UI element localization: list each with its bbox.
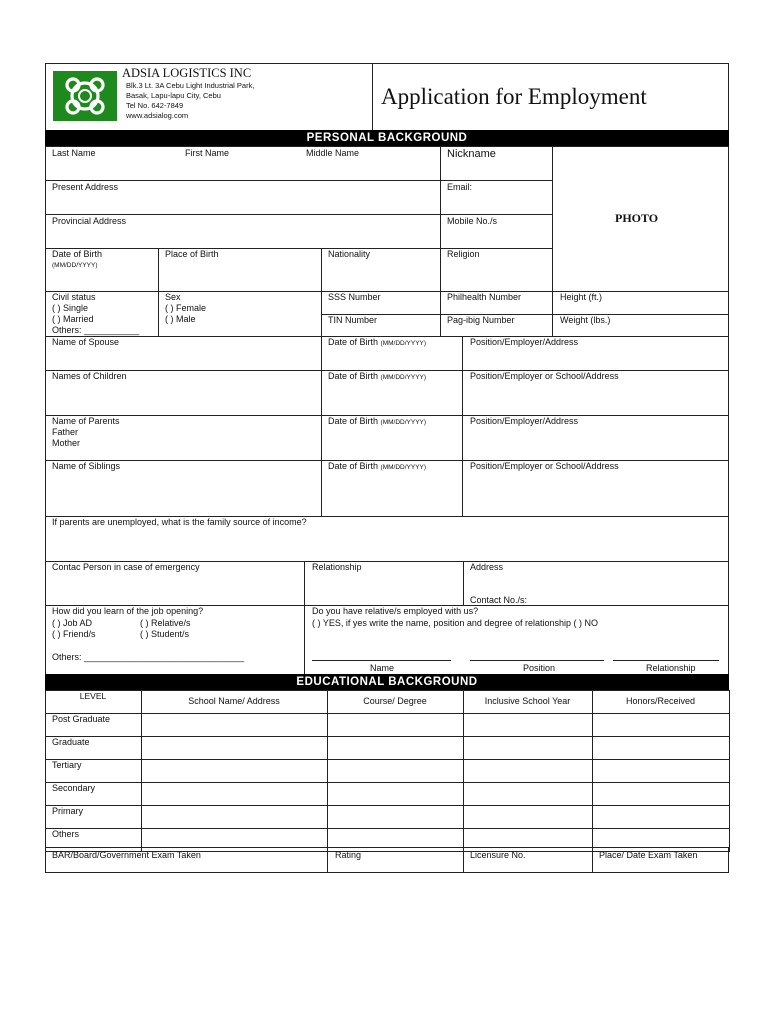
relatives-yes-no-options[interactable]: ( ) YES, if yes write the name, position and degree of relationship ( ) NO (312, 618, 598, 628)
edu-input-cell-honors[interactable] (592, 713, 730, 737)
form-title: Application for Employment (381, 84, 647, 109)
edu-input-cell-school[interactable] (141, 736, 328, 760)
dob-text: Date of Birth (328, 416, 379, 426)
relatives-employed-question: Do you have relative/s employed with us? (312, 606, 479, 616)
name-field[interactable] (45, 146, 441, 181)
job-ad-option[interactable]: ( ) Job AD (52, 618, 93, 628)
present-address-label: Present Address (52, 182, 119, 192)
exam-taken-label: BAR/Board/Government Exam Taken (52, 850, 201, 860)
married-option[interactable]: ( ) Married (52, 314, 94, 324)
children-dob-label (328, 371, 426, 383)
single-option[interactable]: ( ) Single (52, 303, 89, 313)
edu-input-cell-course[interactable] (327, 736, 464, 760)
dob-format: (MM/DD/YYYY) (52, 262, 98, 269)
job-opening-others[interactable]: Others: ________________________________ (52, 652, 245, 662)
licensure-label: Licensure No. (470, 850, 526, 860)
edu-level-label: Tertiary (52, 760, 82, 770)
emergency-address-label: Address (470, 562, 504, 572)
relative-name-caption: Name (370, 663, 395, 673)
dob-label: Date of Birth (52, 249, 103, 259)
place-of-birth-label: Place of Birth (165, 249, 219, 259)
civil-status-others[interactable]: Others: ___________ (52, 325, 140, 335)
parents-dob-label (328, 416, 426, 428)
edu-input-cell-course[interactable] (327, 759, 464, 783)
edu-header-year: Inclusive School Year (484, 696, 571, 706)
educational-background-heading: EDUCATIONAL BACKGROUND (45, 674, 729, 690)
religion-label: Religion (447, 249, 480, 259)
provincial-address-label: Provincial Address (52, 216, 127, 226)
dob-format-text: (MM/DD/YYYY) (380, 419, 427, 426)
last-name-label: Last Name (52, 148, 96, 158)
job-opening-question: How did you learn of the job opening? (52, 606, 204, 616)
edu-level-label: Others (52, 829, 80, 839)
sex-label: Sex (165, 292, 181, 302)
relative-name-line[interactable] (312, 660, 451, 661)
male-option[interactable]: ( ) Male (165, 314, 196, 324)
edu-header-level: LEVEL (79, 691, 107, 701)
children-label: Names of Children (52, 371, 127, 381)
nationality-label: Nationality (328, 249, 371, 259)
siblings-label: Name of Siblings (52, 461, 121, 471)
employment-application-form (45, 63, 729, 873)
edu-input-cell-course[interactable] (327, 713, 464, 737)
relative-relationship-line[interactable] (613, 660, 719, 661)
edu-header-honors: Honors/Received (625, 696, 696, 706)
edu-input-cell-year[interactable] (463, 782, 593, 806)
relative-relationship-caption: Relationship (646, 663, 696, 673)
edu-level-label: Secondary (52, 783, 96, 793)
spouse-position-label: Position/Employer/Address (470, 337, 579, 347)
exam-place-date-label: Place/ Date Exam Taken (599, 850, 698, 860)
company-address-line2: Basak, Lapu-lapu City, Cebu (126, 91, 221, 100)
weight-label: Weight (lbs.) (560, 315, 611, 325)
edu-input-cell-year[interactable] (463, 759, 593, 783)
dob-format-text: (MM/DD/YYYY) (380, 464, 427, 471)
civil-status-label: Civil status (52, 292, 96, 302)
sss-label: SSS Number (328, 292, 381, 302)
dob-text: Date of Birth (328, 371, 379, 381)
company-logo (53, 71, 117, 121)
contact-no-label: Contact No./s: (470, 595, 528, 605)
edu-input-cell-year[interactable] (463, 736, 593, 760)
edu-input-cell-honors[interactable] (592, 828, 730, 852)
height-label: Height (ft.) (560, 292, 603, 302)
edu-input-cell-honors[interactable] (592, 759, 730, 783)
dob-format-text: (MM/DD/YYYY) (380, 374, 427, 381)
edu-input-cell-year[interactable] (463, 805, 593, 829)
mobile-label: Mobile No./s (447, 216, 498, 226)
mother-label: Mother (52, 438, 81, 448)
nickname-label: Nickname (447, 148, 496, 160)
edu-input-cell-honors[interactable] (592, 736, 730, 760)
relatives-option[interactable]: ( ) Relative/s (140, 618, 191, 628)
relationship-label: Relationship (312, 562, 362, 572)
edu-input-cell-course[interactable] (327, 782, 464, 806)
edu-input-cell-school[interactable] (141, 782, 328, 806)
relative-position-caption: Position (523, 663, 556, 673)
philhealth-label: Philhealth Number (447, 292, 522, 302)
parents-position-label: Position/Employer/Address (470, 416, 579, 426)
edu-level-label: Graduate (52, 737, 90, 747)
personal-background-heading: PERSONAL BACKGROUND (45, 130, 729, 146)
company-tel: Tel No. 642-7849 (126, 101, 184, 110)
exam-rating-label: Rating (335, 850, 362, 860)
parents-label: Name of Parents (52, 416, 120, 426)
edu-header-school: School Name/ Address (188, 696, 280, 706)
edu-input-cell-school[interactable] (141, 713, 328, 737)
spouse-dob-label (328, 337, 426, 349)
edu-input-cell-school[interactable] (141, 759, 328, 783)
edu-header-course: Course/ Degree (363, 696, 427, 706)
edu-level-label: Post Graduate (52, 714, 111, 724)
emergency-contact-label: Contac Person in case of emergency (52, 562, 200, 572)
edu-level-label: Primary (52, 806, 83, 816)
email-label: Email: (447, 182, 473, 192)
edu-input-cell-honors[interactable] (592, 782, 730, 806)
tin-label: TIN Number (328, 315, 378, 325)
edu-input-cell-school[interactable] (141, 828, 328, 852)
dob-text: Date of Birth (328, 461, 379, 471)
spouse-label: Name of Spouse (52, 337, 120, 347)
dob-format-text: (MM/DD/YYYY) (380, 340, 427, 347)
company-website: www.adsialog.com (126, 111, 189, 120)
friends-option[interactable]: ( ) Friend/s (52, 629, 96, 639)
income-source-label: If parents are unemployed, what is the family source of income? (52, 517, 307, 527)
children-position-label: Position/Employer or School/Address (470, 371, 619, 381)
edu-input-cell-year[interactable] (463, 828, 593, 852)
company-address-line1: Blk.3 Lt. 3A Cebu Light Industrial Park, (126, 81, 255, 90)
photo-label: PHOTO (615, 211, 659, 225)
edu-input-cell-course[interactable] (327, 828, 464, 852)
father-label: Father (52, 427, 79, 437)
pagibig-label: Pag-ibig Number (447, 315, 515, 325)
middle-name-label: Middle Name (306, 148, 360, 158)
edu-input-cell-school[interactable] (141, 805, 328, 829)
students-option[interactable]: ( ) Student/s (140, 629, 190, 639)
edu-input-cell-honors[interactable] (592, 805, 730, 829)
edu-input-cell-course[interactable] (327, 805, 464, 829)
female-option[interactable]: ( ) Female (165, 303, 207, 313)
dob-text: Date of Birth (328, 337, 379, 347)
first-name-label: First Name (185, 148, 230, 158)
siblings-dob-label (328, 461, 426, 473)
siblings-position-label: Position/Employer or School/Address (470, 461, 619, 471)
company-name: ADSIA LOGISTICS INC (122, 66, 252, 80)
relative-position-line[interactable] (470, 660, 604, 661)
edu-input-cell-year[interactable] (463, 713, 593, 737)
